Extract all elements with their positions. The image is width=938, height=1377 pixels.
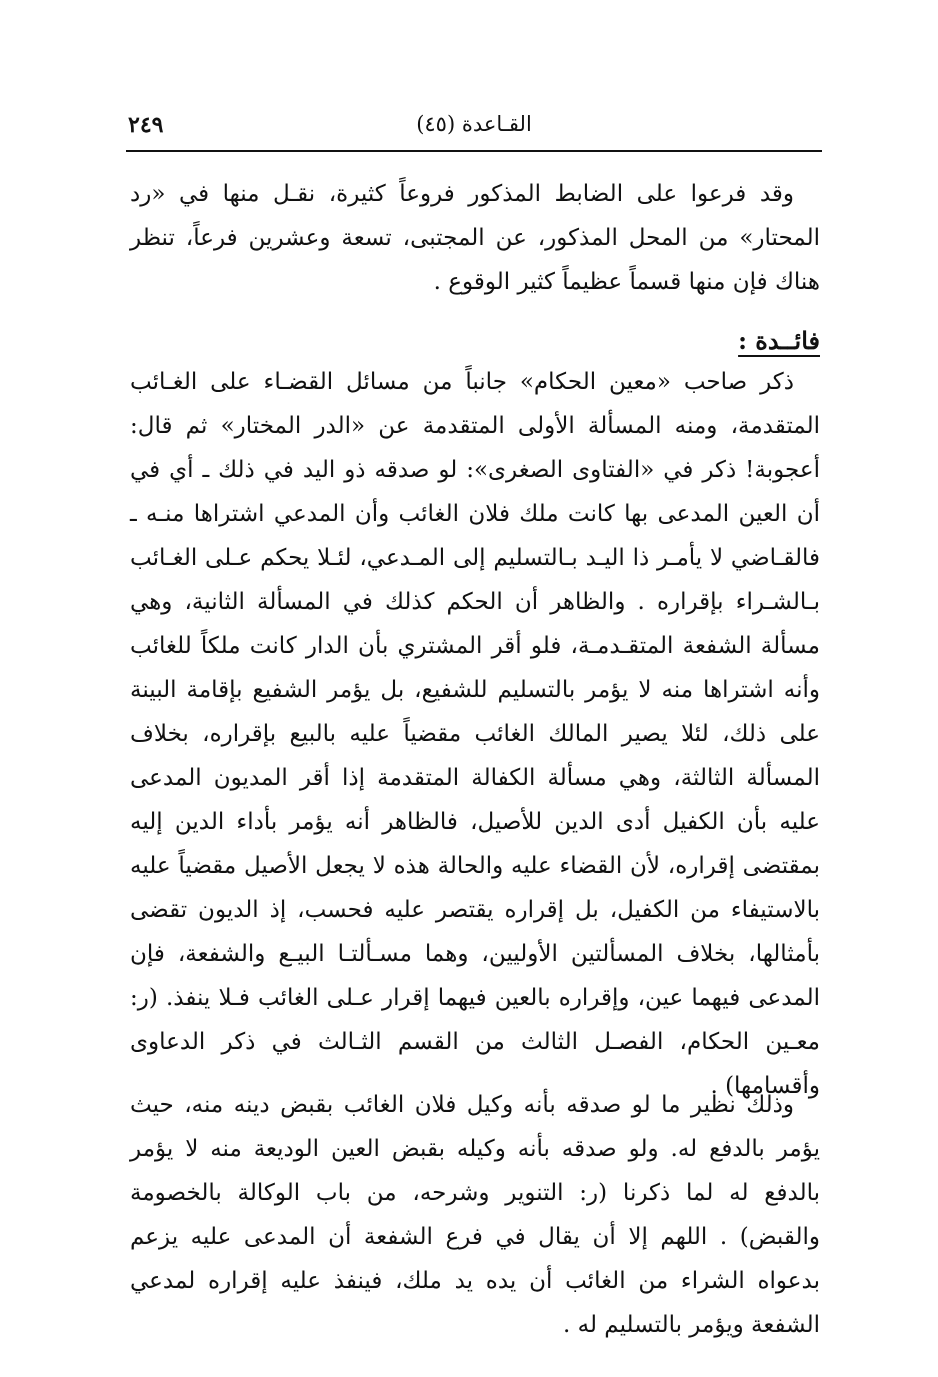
paragraph-2 xyxy=(130,360,820,1108)
header-rule xyxy=(126,150,822,152)
paragraph-3 xyxy=(130,1083,820,1347)
section-heading: فائــدة : xyxy=(738,326,820,355)
paragraph-1-text: وقد فرعوا على الضابط المذكور فروعاً كثيرة، نقـل منها في «رد المحتار» من المحل المذكور، عن المجتبى، تسعة وعشرين فرعاً، تنظر هناك فإن منها قسماً عظيماً كثير الوقوع . xyxy=(130,181,820,295)
running-header xyxy=(128,108,820,148)
page-number: ٢٤٩ xyxy=(128,112,164,138)
paragraph-3-text: وذلك نظير ما لو صدقه بأنه وكيل فلان الغائب بقبض دينه منه، حيث يؤمر بالدفع له. ولو صدقه بأنه وكيله بقبض العين الوديعة منه لا يؤمر بالدفع له لما ذكرنا (ر: التنوير وشرحه، من باب الوكالة بالخصومة والقبض) . اللهم إلا أن يقال في فرع الشفعة أن المدعى عليه يزعم بدعواه الشراء من الغائب أن يده يد ملك، فينفذ عليه إقراره لمدعي الشفعة ويؤمر بالتسليم له . xyxy=(130,1092,820,1338)
paragraph-1 xyxy=(130,172,820,304)
paragraph-2-text: ذكر صاحب «معين الحكام» جانباً من مسائل القضـاء على الغـائب المتقدمة، ومنه المسألة الأولى المتقدمة عن «الدر المختار» ثم قال: أعجوبة! ذكر في «الفتاوى الصغرى»: لو صدقه ذو اليد في ذلك ـ أي في أن العين المدعى بها كانت ملك فلان الغائب وأن المدعي اشتراها منـه ـ فالقـاضي لا يأمـر ذا اليـد بـالتسليم إلى المـدعي، لئـلا يحكم عـلى الغـائب بـالشـراء بإقراره . والظاهر أن الحكم كذلك في المسألة الثانية، وهي مسألة الشفعة المتقـدمـة، فلو أقر المشتري بأن الدار كانت ملكاً للغائب وأنه اشتراها منه لا يؤمر بالتسليم للشفيع، بل يؤمر الشفيع بإقامة البينة على ذلك، لئلا يصير المالك الغائب مقضياً عليه بالبيع بإقراره، بخلاف المسألة الثالثة، وهي مسألة الكفالة المتقدمة إذا أقر المديون المدعى عليه بأن الكفيل أدى الدين للأصيل، فالظاهر أنه يؤمر بأداء الدين إليه بمقتضى إقراره، لأن القضاء عليه والحالة هذه لا يجعل الأصيل مقضياً عليه بالاستيفاء من الكفيل، بل إقراره يقتصر عليه فحسب، إذ الديون تقضى بأمثالها، بخلاف المسألتين الأوليين، وهما مسـألتـا البيـع والشفعة، فإن المدعى فيهما عين، وإقراره بالعين فيهما إقرار عـلى الغائب فـلا ينفذ. (ر: معـين الحكام، الفصـل الثالث من القسم الثـالث في ذكر الدعاوى وأقسامها) . xyxy=(130,369,820,1099)
chapter-title: القـاعدة (٤٥) xyxy=(416,112,532,136)
